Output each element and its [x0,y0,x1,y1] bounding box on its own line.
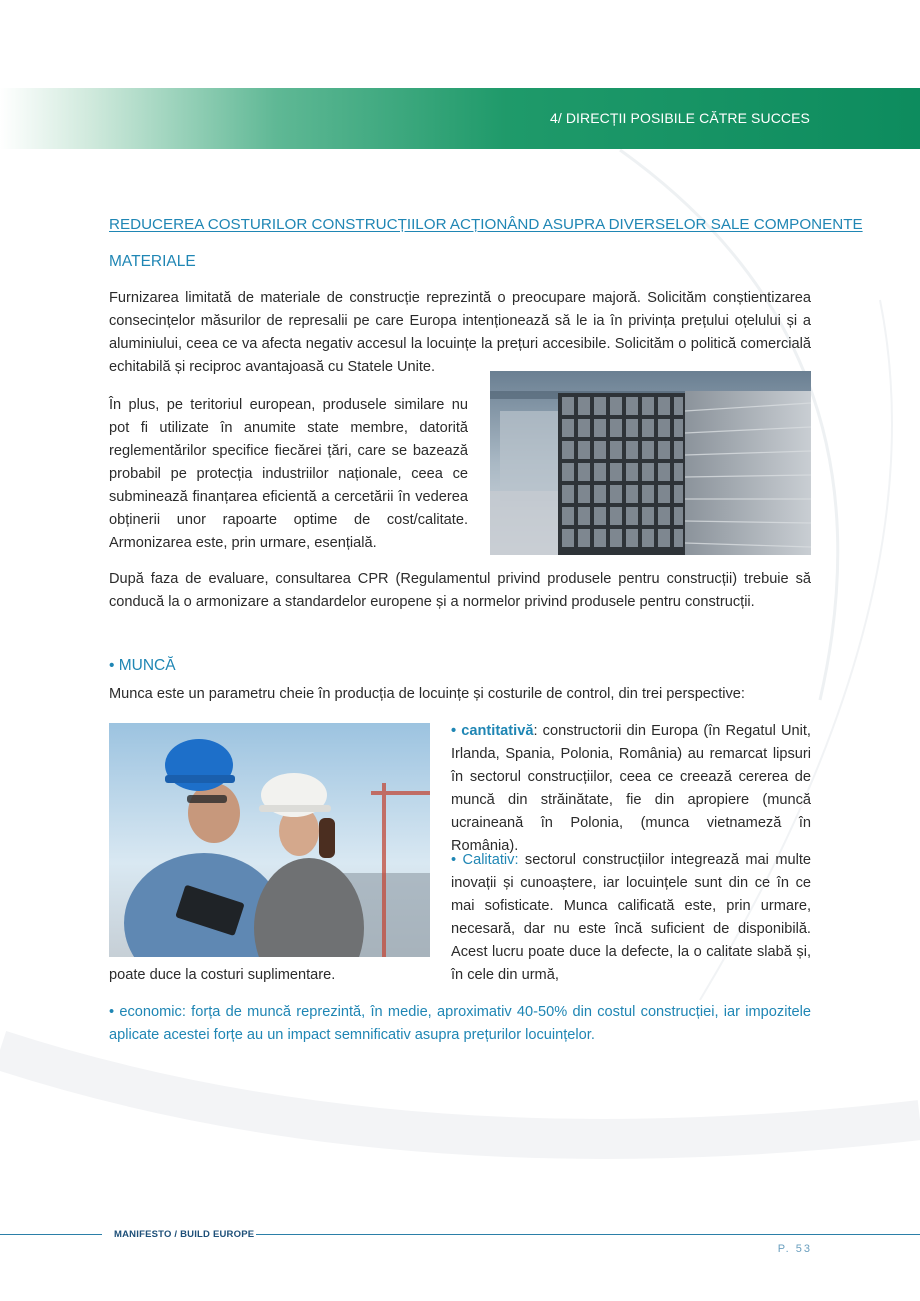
materials-paragraph-1: Furnizarea limitată de materiale de construcție reprezintă o preocupare majoră. Solicităm conștientizarea consecințelor măsurilor de represalii pe care Europa intenționează să le ia în privința prețului oțelului și a aluminiului, ceea ce va afecta negativ accesul la locuințe la prețuri accesibile. Solicităm o politică comercială echitabilă și reciproc avantajoasă cu Statele Unite. [109,290,811,375]
qualitative-text: sectorul construcțiilor integrează mai multe inovații și cunoaștere, iar locuințele sunt din ce în ce mai sofisticate. Munca calificată este, prin urmare, necesară, dar nu este încă suficient de disponibilă. Acest lucru poate duce la defecte, la o calitate slabă și, în cele din urmă, [451,852,811,983]
labor-economic: • economic: forța de muncă reprezintă, în medie, aproximativ 40-50% din costul construcției, iar impozitele aplicate acestei forțe au un impact semnificativ asupra prețurilor locuințelor. [109,1004,811,1043]
materials-paragraph-3: După faza de evaluare, consultarea CPR (Regulamentul privind produsele pentru construcții) trebuie să conducă la o armonizare a standardelor europene și a normelor privind produsele pentru construcții. [109,571,811,610]
footer-label: MANIFESTO / BUILD EUROPE [114,1229,255,1240]
workers-photo [109,723,430,957]
materials-paragraph-2: În plus, pe teritoriul european, produsele similare nu pot fi utilizate în anumite state membre, datorită reglementărilor specifice fiecărei țări, care se bazează probabil pe protecția industriilor naționale, ceea ce subminează finanțarea eficientă a cercetării în vederea obținerii unor rapoarte optime de cost/calitate. Armonizarea este, prin urmare, esențială. [109,397,468,551]
labor-quantitative [451,720,811,858]
footer-rule-left [0,1234,102,1235]
qualitative-label: • Calitativ: [451,852,519,868]
materials-heading: MATERIALE [109,253,196,270]
quantitative-text: : constructorii din Europa (în Regatul Unit, Irlanda, Spania, Polonia, România) au remarcat lipsuri în sectorul construcțiilor, ceea ce creează cererea de muncă din străinătate, fie din apropiere (muncă ucraineană în Polonia, (munca vietnameză în România). [451,723,811,854]
steel-tubes-photo [490,371,811,555]
page-number: P. 53 [777,1243,812,1255]
labor-heading: • MUNCĂ [109,657,176,674]
quantitative-label: • cantitativă [451,723,534,739]
labor-qualitative-tail: poate duce la costuri suplimentare. [109,967,336,983]
section-heading: REDUCEREA COSTURILOR CONSTRUCȚIILOR ACȚIONÂND ASUPRA DIVERSELOR SALE COMPONENTE [109,216,863,233]
footer-rule-right [256,1234,920,1235]
labor-intro: Munca este un parametru cheie în producția de locuințe și costurile de control, din trei perspective: [109,686,745,702]
chapter-title: 4/ DIRECȚII POSIBILE CĂTRE SUCCES [549,110,810,126]
